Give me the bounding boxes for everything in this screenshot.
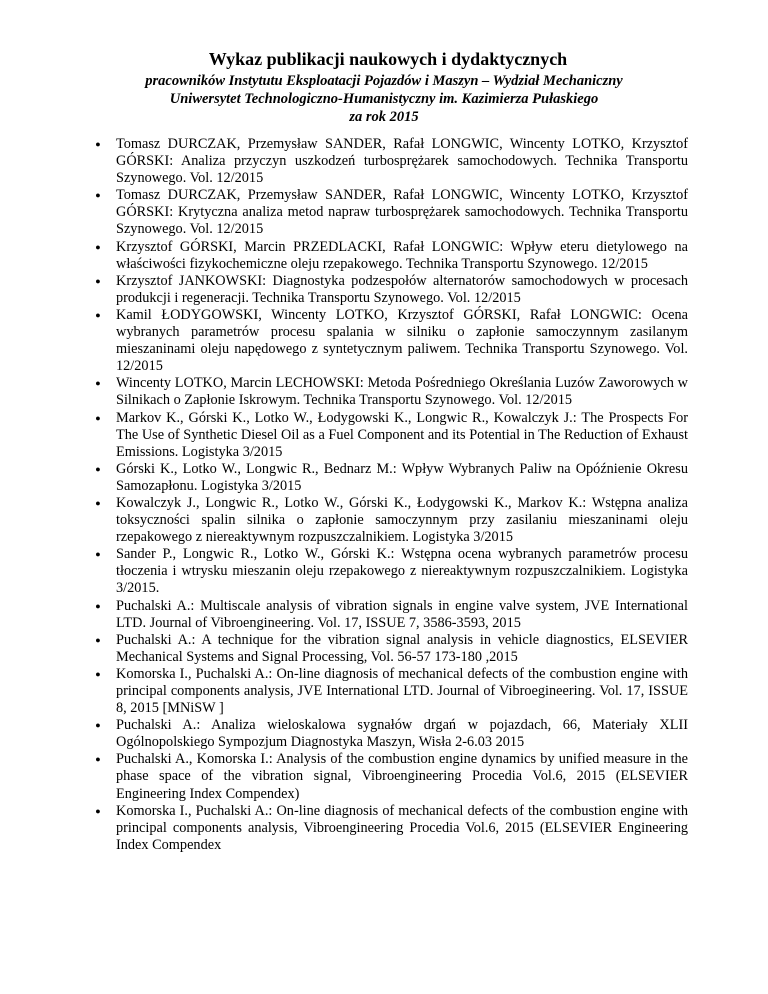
publication-text: Tomasz DURCZAK, Przemysław SANDER, Rafał LONGWIC, Wincenty LOTKO, Krzysztof GÓRSKI: Analiza przyczyn uszkodzeń turbosprężarek samochodowych. Technika Transportu Szynowego. Vol. 12/2015 (116, 136, 688, 187)
publication-text: Kamil ŁODYGOWSKI, Wincenty LOTKO, Krzysztof GÓRSKI, Rafał LONGWIC: Ocena wybranych parametrów procesu spalania w silniku o zapłonie samoczynnym zasilanym mieszaninami oleju napędowego z syntetycznym paliwem. Technika Transportu Szynowego. Vol. 12/2015 (116, 306, 688, 375)
institute-line: pracowników Instytutu Eksploatacji Pojazdów i Maszyn – Wydział Mechaniczny (145, 73, 623, 89)
publication-text: Komorska I., Puchalski A.: On-line diagnosis of mechanical defects of the combustion engine with principal components analysis, Vibroengineering Procedia Vol.6, 2015 (ELSEVIER Engineering Index Compendex (116, 802, 688, 853)
year-line: za rok 2015 (349, 109, 419, 125)
publication-text: Górski K., Lotko W., Longwic R., Bednarz M.: Wpływ Wybranych Paliw na Opóźnienie Okresu Samozapłonu. Logistyka 3/2015 (116, 460, 688, 494)
bullet-icon: ● (95, 309, 101, 320)
publication-text: Puchalski A., Komorska I.: Analysis of the combustion engine dynamics by unified measure in the phase space of the vibration signal, Vibroengineering Procedia Vol.6, 2015 (ELSEVIER Engineering Index Compendex) (116, 751, 688, 802)
publication-text: Sander P., Longwic R., Lotko W., Górski K.: Wstępna ocena wybranych parametrów procesu tłoczenia i wtrysku mieszanin oleju rzepakowego z niereaktywnym rozpuszczalnikiem. Logistyka 3/2015. (116, 546, 688, 597)
publication-item (80, 187, 688, 238)
publication-item (80, 375, 688, 409)
publication-list (80, 136, 688, 854)
bullet-icon: ● (95, 190, 101, 201)
publication-text: Puchalski A.: Multiscale analysis of vibration signals in engine valve system, JVE International LTD. Journal of Vibroengineering. Vol. 17, ISSUE 7, 3586-3593, 2015 (116, 597, 688, 631)
publication-item (80, 546, 688, 597)
publication-item (80, 803, 688, 854)
bullet-icon: ● (95, 139, 101, 149)
bullet-icon: ● (95, 600, 101, 611)
publication-item (80, 136, 688, 187)
bullet-icon: ● (95, 805, 101, 816)
university-line: Uniwersytet Technologiczno-Humanistyczny im. Kazimierza Pułaskiego (169, 91, 599, 107)
bullet-icon: ● (95, 668, 101, 679)
publication-item (80, 717, 688, 751)
bullet-icon: ● (95, 754, 101, 765)
bullet-icon: ● (95, 275, 101, 286)
publication-text: Tomasz DURCZAK, Przemysław SANDER, Rafał LONGWIC, Wincenty LOTKO, Krzysztof GÓRSKI: Krytyczna analiza metod napraw turbosprężarek samochodowych. Technika Transportu Szynowego. Vol. 12/2015 (116, 187, 688, 238)
publication-item (80, 239, 688, 273)
publication-text: Krzysztof JANKOWSKI: Diagnostyka podzespołów alternatorów samochodowych w procesach produkcji i regeneracji. Technika Transportu Szynowego. Vol. 12/2015 (116, 272, 688, 306)
bullet-icon: ● (95, 549, 101, 560)
bullet-icon: ● (95, 378, 101, 389)
bullet-icon: ● (95, 412, 101, 423)
publication-item (80, 461, 688, 495)
publication-item (80, 495, 688, 546)
bullet-icon: ● (95, 720, 101, 731)
document-title: Wykaz publikacji naukowych i dydaktycznych (208, 49, 568, 69)
publication-item (80, 632, 688, 666)
document-header (80, 48, 688, 126)
publication-text: Komorska I., Puchalski A.: On-line diagnosis of mechanical defects of the combustion engine with principal components analysis, JVE International LTD. Journal of Vibroegineering. Vol. 17, ISSUE 8, 2015 [MNiSW ] (116, 665, 688, 717)
publication-text: Wincenty LOTKO, Marcin LECHOWSKI: Metoda Pośredniego Określania Luzów Zaworowych w Silnikach o Zapłonie Iskrowym. Technika Transportu Szynowego. Vol. 12/2015 (116, 375, 688, 409)
publication-item (80, 273, 688, 307)
bullet-icon: ● (95, 497, 101, 508)
bullet-icon: ● (95, 241, 101, 252)
bullet-icon: ● (95, 463, 101, 474)
publication-text: Kowalczyk J., Longwic R., Lotko W., Górski K., Łodygowski K., Markov K.: Wstępna analiza toksyczności spalin silnika o zapłonie samoczynnym przy zasilaniu mieszaninami oleju rzepakowego z niereaktywnym rozpuszczalnikiem. Logistyka 3/2015 (116, 494, 688, 546)
publication-text: Krzysztof GÓRSKI, Marcin PRZEDLACKI, Rafał LONGWIC: Wpływ eteru dietylowego na właściwości fizykochemiczne oleju rzepakowego. Technika Transportu Szynowego. 12/2015 (116, 238, 688, 272)
publication-text: Puchalski A.: Analiza wieloskalowa sygnałów drgań w pojazdach, 66, Materiały XLII Ogólnopolskiego Sympozjum Diagnostyka Maszyn, Wisła 2-6.03 2015 (116, 717, 688, 751)
publication-item (80, 598, 688, 632)
publication-item (80, 666, 688, 717)
publication-item (80, 307, 688, 375)
publication-text: Markov K., Górski K., Lotko W., Łodygowski K., Longwic R., Kowalczyk J.: The Prospects For The Use of Synthetic Diesel Oil as a Fuel Component and its Potential in The Reduction of Exhaust Emissions. Logistyka 3/2015 (116, 409, 688, 460)
publication-text: Puchalski A.: A technique for the vibration signal analysis in vehicle diagnostics, ELSEVIER Mechanical Systems and Signal Processing, Vol. 56-57 173-180 ,2015 (116, 631, 688, 665)
publication-item (80, 410, 688, 461)
publication-item (80, 751, 688, 802)
bullet-icon: ● (95, 634, 101, 645)
